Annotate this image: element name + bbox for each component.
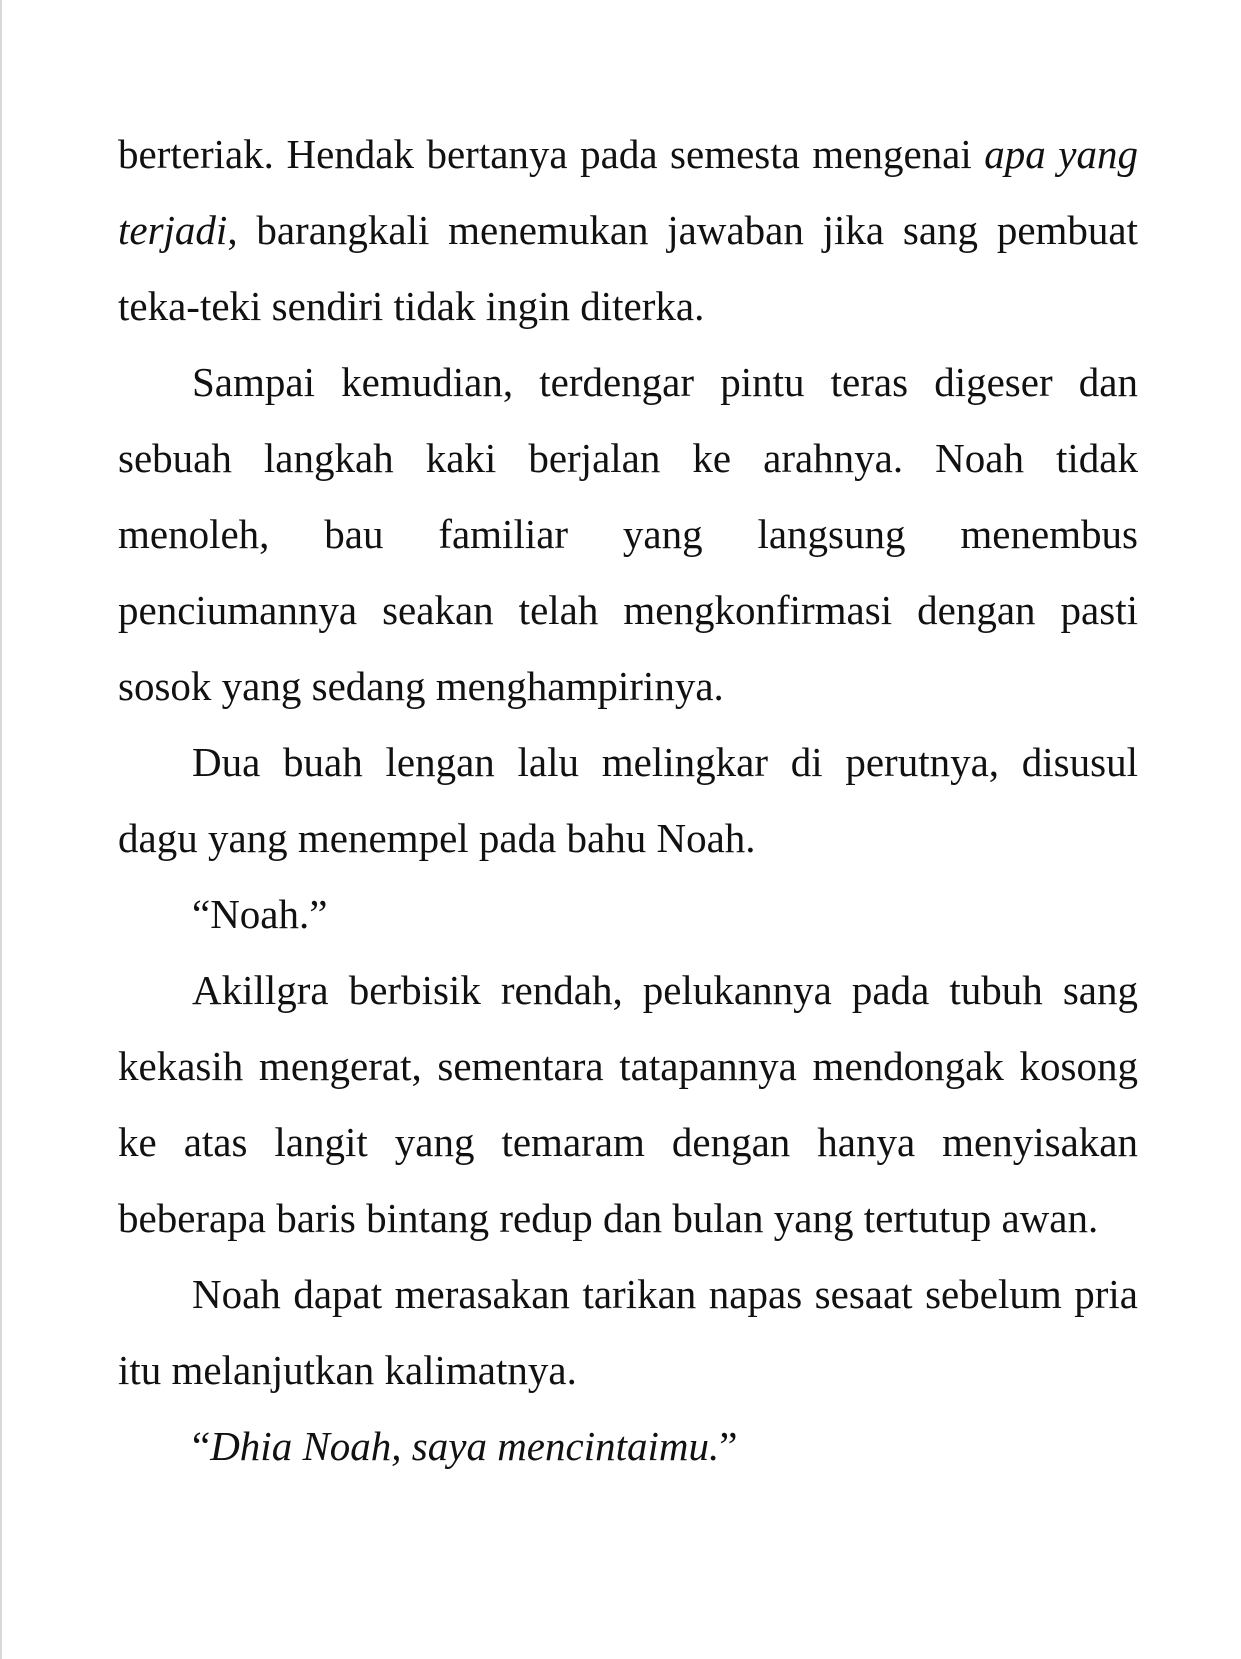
paragraph-5 [118,952,1138,1256]
paragraph-4-dialogue [118,876,1138,952]
paragraph-1-italic-phrase: apa yang terjadi [118,131,1139,253]
paragraph-2-text: Sampai kemudian, terdengar pintu teras digeser dan sebuah langkah kaki berjalan ke arahnya. Noah tidak menoleh, bau familiar yang langsung menembus penciumannya seakan telah mengkonfirmasi dengan pasti sosok yang sedang menghampirinya. [118,359,1138,709]
paragraph-4-text: “Noah.” [192,891,328,937]
page-edge [0,0,2,1659]
book-page [118,116,1138,1484]
paragraph-1-text-end: , barangkali menemukan jawaban jika sang pembuat teka-teki sendiri tidak ingin diterka. [118,207,1138,329]
paragraph-7-open-quote: “ [192,1423,211,1469]
paragraph-3-text: Dua buah lengan lalu melingkar di perutnya, disusul dagu yang menempel pada bahu Noah. [118,739,1138,861]
paragraph-6-text: Noah dapat merasakan tarikan napas sesaat sebelum pria itu melanjutkan kalimatnya. [118,1271,1138,1393]
paragraph-5-text: Akillgra berbisik rendah, pelukannya pada tubuh sang kekasih mengerat, sementara tatapannya mendongak kosong ke atas langit yang temaram dengan hanya menyisakan beberapa baris bintang redup dan bulan yang tertutup awan. [118,967,1138,1241]
paragraph-3 [118,724,1138,876]
paragraph-7-dialogue [118,1408,1138,1484]
paragraph-7-italic-speech: Dhia Noah, saya mencintaimu. [210,1423,720,1469]
paragraph-1 [118,116,1138,344]
paragraph-1-text: berteriak. Hendak bertanya pada semesta mengenai [118,131,985,177]
paragraph-2 [118,344,1138,724]
paragraph-6 [118,1256,1138,1408]
paragraph-7-close-quote: ” [719,1423,738,1469]
